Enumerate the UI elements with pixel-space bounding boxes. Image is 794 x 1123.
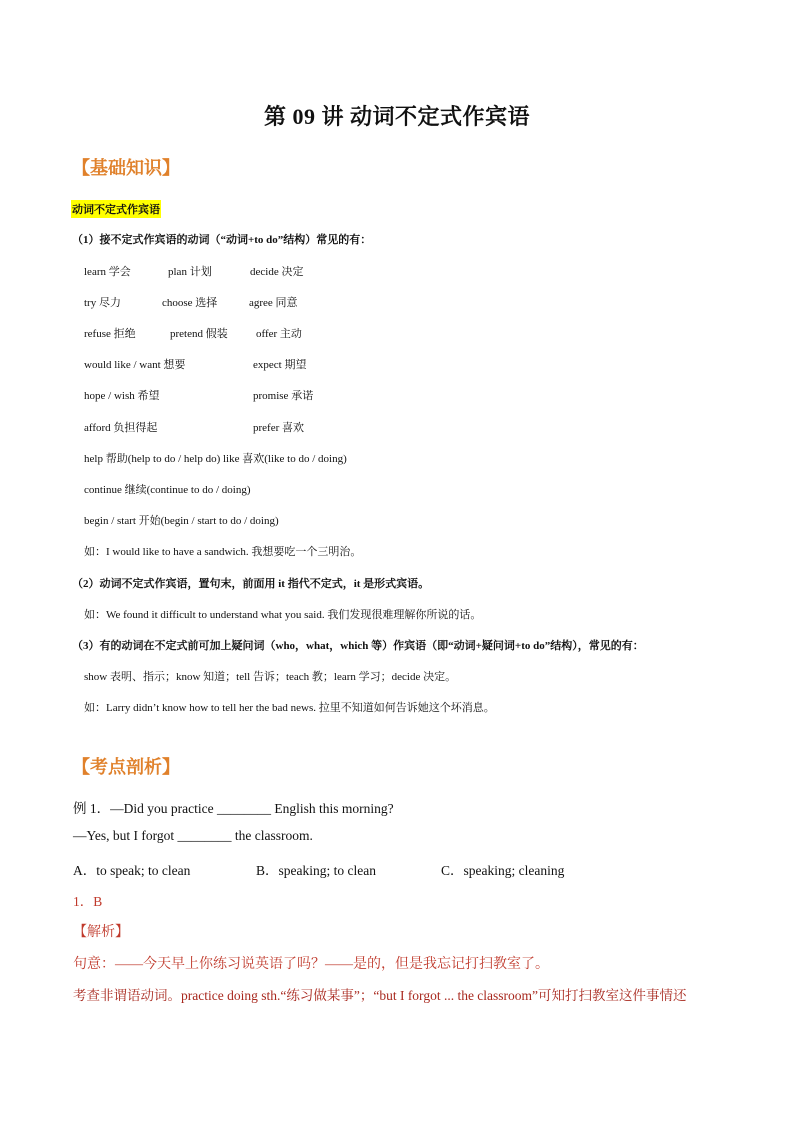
point-3: （3）有的动词在不定式前可加上疑问词（who，what，which 等）作宾语（即“动词+疑问词+to do”结构），常见的有： [72,640,644,652]
question-1: 例 1．—Did you practice ________ English this morning? [73,801,394,816]
analysis-label: 【解析】 [73,925,129,940]
verb-cell: choose 选择 [162,297,218,309]
option-a: A．to speak; to clean [73,863,191,878]
section-heading-basics: 【基础知识】 [72,158,180,178]
verb-cell: agree 同意 [249,297,298,309]
verb-cell: hope / wish 希望 [84,390,160,402]
verb-cell: would like / want 想要 [84,359,186,371]
example-1: 如：I would like to have a sandwich. 我想要吃一个三明治。 [84,546,362,558]
verb-cell: expect 期望 [253,359,307,371]
verb-cell: decide 决定 [250,266,304,278]
example-2: 如：We found it difficult to understand what you said. 我们发现很难理解你所说的话。 [84,609,482,621]
verb-cell: try 尽力 [84,297,121,309]
page-title: 第 09 讲 动词不定式作宾语 [263,104,530,129]
option-c: C．speaking; cleaning [441,863,565,878]
point-1: （1）接不定式作宾语的动词（“动词+to do”结构）常见的有： [72,234,372,246]
verb-cell: learn 学会 [84,266,131,278]
section-heading-analysis: 【考点剖析】 [72,757,180,777]
point-2: （2）动词不定式作宾语，置句末，前面用 it 指代不定式，it 是形式宾语。 [72,578,430,590]
verb-cell: plan 计划 [168,266,212,278]
verb-cell: pretend 假装 [170,328,228,340]
option-b: B．speaking; to clean [256,863,376,878]
verb-cell: offer 主动 [256,328,302,340]
verb-line-begin: begin / start 开始(begin / start to do / doing) [84,515,279,527]
verb-cell: prefer 喜欢 [253,422,305,434]
verb-line-help: help 帮助(help to do / help do) like 喜欢(like to do / doing) [84,453,347,465]
answer: 1．B [73,894,103,909]
question-1-reply: —Yes, but I forgot ________ the classroom. [73,828,313,843]
example-3: 如：Larry didn’t know how to tell her the bad news. 拉里不知道如何告诉她这个坏消息。 [84,702,495,714]
highlighted-topic: 动词不定式作宾语 [71,200,161,218]
verb-cell: promise 承诺 [253,390,314,402]
explanation: 考查非谓语动词。practice doing sth.“练习做某事”；“but I forgot ... the classroom”可知打扫教室这件事情还 [73,988,687,1003]
verb-line-continue: continue 继续(continue to do / doing) [84,484,251,496]
point-3-list: show 表明、指示；know 知道；tell 告诉；teach 教；learn 学习；decide 决定。 [84,671,457,683]
verb-cell: afford 负担得起 [84,422,158,434]
meaning: 句意：——今天早上你练习说英语了吗？——是的，但是我忘记打扫教室了。 [73,957,549,972]
verb-cell: refuse 拒绝 [84,328,136,340]
